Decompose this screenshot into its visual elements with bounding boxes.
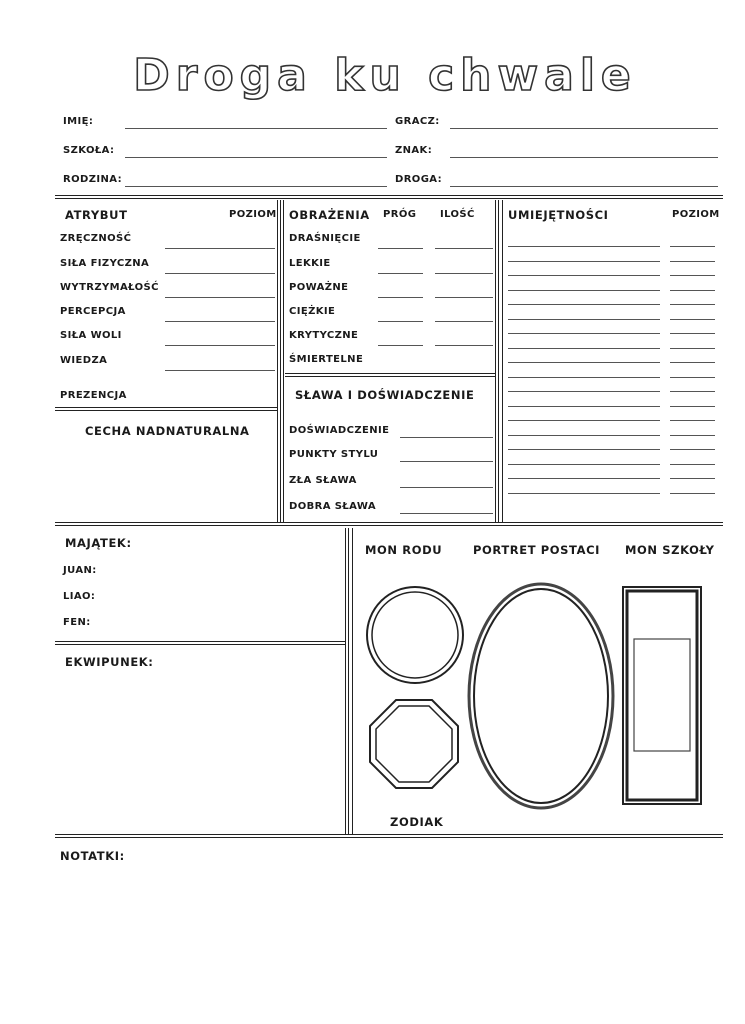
attr-label: PERCEPCJA xyxy=(60,306,126,317)
page-title-graphic xyxy=(100,50,670,100)
skill-level-field[interactable] xyxy=(670,478,715,479)
skill-name-field[interactable] xyxy=(508,290,660,291)
skill-level-field[interactable] xyxy=(670,377,715,378)
wealth-label: JUAN: xyxy=(63,565,97,576)
sign-label: ZNAK: xyxy=(395,145,433,156)
attr-field[interactable] xyxy=(165,345,275,346)
path-field[interactable] xyxy=(450,186,718,187)
skill-name-field[interactable] xyxy=(508,304,660,305)
wound-count-field[interactable] xyxy=(435,345,493,346)
family-mon-label: MON RODU xyxy=(365,543,443,557)
skill-name-field[interactable] xyxy=(508,435,660,436)
sign-field[interactable] xyxy=(450,157,718,158)
wound-threshold-field[interactable] xyxy=(378,345,423,346)
school-label: SZKOŁA: xyxy=(63,145,115,156)
attr-field[interactable] xyxy=(165,248,275,249)
page-title: Droga ku chwale xyxy=(133,50,637,100)
skills-level-header: POZIOM xyxy=(672,209,720,220)
wounds-threshold-header: PRÓG xyxy=(383,209,417,220)
divider-v-skills-inner xyxy=(502,200,503,522)
skill-level-field[interactable] xyxy=(670,391,715,392)
skill-level-field[interactable] xyxy=(670,290,715,291)
skill-level-field[interactable] xyxy=(670,348,715,349)
divider-attr-bottom xyxy=(55,407,277,411)
divider-top xyxy=(55,195,723,199)
skill-name-field[interactable] xyxy=(508,319,660,320)
fame-field[interactable] xyxy=(400,437,493,438)
wound-count-field[interactable] xyxy=(435,321,493,322)
skill-name-field[interactable] xyxy=(508,377,660,378)
player-label: GRACZ: xyxy=(395,116,440,127)
skill-name-field[interactable] xyxy=(508,478,660,479)
attr-label: SIŁA FIZYCZNA xyxy=(60,258,150,269)
divider-v-lower-inner xyxy=(352,528,353,834)
attr-label: WIEDZA xyxy=(60,355,108,366)
skill-name-field[interactable] xyxy=(508,362,660,363)
wound-label: KRYTYCZNE xyxy=(289,330,359,341)
divider-v-attr xyxy=(277,200,281,522)
fame-field[interactable] xyxy=(400,487,493,488)
portrait-frames xyxy=(360,575,710,815)
family-mon-frame[interactable] xyxy=(367,587,463,683)
fame-label: ZŁA SŁAWA xyxy=(289,475,357,486)
fame-field[interactable] xyxy=(400,461,493,462)
skill-level-field[interactable] xyxy=(670,449,715,450)
wound-count-field[interactable] xyxy=(435,273,493,274)
skill-level-field[interactable] xyxy=(670,362,715,363)
wound-threshold-field[interactable] xyxy=(378,321,423,322)
skill-level-field[interactable] xyxy=(670,261,715,262)
skill-name-field[interactable] xyxy=(508,348,660,349)
attr-field[interactable] xyxy=(165,297,275,298)
attributes-title: ATRYBUT xyxy=(65,208,128,222)
divider-wealth-bottom xyxy=(55,641,345,645)
portrait-frame[interactable] xyxy=(469,584,613,808)
wound-label: POWAŻNE xyxy=(289,282,349,293)
supernatural-title: CECHA NADNATURALNA xyxy=(85,424,250,438)
fame-label: DOŚWIADCZENIE xyxy=(289,425,390,436)
wound-count-field[interactable] xyxy=(435,248,493,249)
presence-label: PREZENCJA xyxy=(60,390,127,401)
skill-name-field[interactable] xyxy=(508,406,660,407)
wealth-label: FEN: xyxy=(63,617,91,628)
path-label: DROGA: xyxy=(395,174,443,185)
skill-level-field[interactable] xyxy=(670,435,715,436)
school-field[interactable] xyxy=(125,157,387,158)
fame-label: PUNKTY STYLU xyxy=(289,449,379,460)
divider-mid xyxy=(55,522,723,526)
attr-label: WYTRZYMAŁOŚĆ xyxy=(60,282,159,293)
skill-level-field[interactable] xyxy=(670,304,715,305)
divider-wounds-bottom xyxy=(285,373,495,377)
skill-level-field[interactable] xyxy=(670,464,715,465)
fame-title: SŁAWA I DOŚWIADCZENIE xyxy=(295,388,475,402)
attr-field[interactable] xyxy=(165,321,275,322)
wounds-title: OBRAŻENIA xyxy=(289,208,370,222)
notes-title: NOTATKI: xyxy=(60,849,125,863)
wealth-label: LIAO: xyxy=(63,591,96,602)
attr-field[interactable] xyxy=(165,273,275,274)
wealth-title: MAJĄTEK: xyxy=(65,536,132,550)
school-mon-label: MON SZKOŁY xyxy=(625,543,715,557)
skill-name-field[interactable] xyxy=(508,493,660,494)
skill-level-field[interactable] xyxy=(670,246,715,247)
wound-count-field[interactable] xyxy=(435,297,493,298)
wound-threshold-field[interactable] xyxy=(378,297,423,298)
wounds-count-header: ILOŚĆ xyxy=(440,209,475,220)
family-field[interactable] xyxy=(125,186,387,187)
skill-level-field[interactable] xyxy=(670,420,715,421)
equipment-title: EKWIPUNEK: xyxy=(65,655,154,669)
skill-name-field[interactable] xyxy=(508,333,660,334)
skill-level-field[interactable] xyxy=(670,319,715,320)
skill-name-field[interactable] xyxy=(508,261,660,262)
school-mon-frame[interactable] xyxy=(623,587,701,804)
divider-bottom xyxy=(55,834,723,838)
fame-field[interactable] xyxy=(400,513,493,514)
skill-name-field[interactable] xyxy=(508,246,660,247)
name-label: IMIĘ: xyxy=(63,116,94,127)
divider-v-wounds xyxy=(495,200,499,522)
skills-title: UMIEJĘTNOŚCI xyxy=(508,208,609,222)
wound-label: CIĘŻKIE xyxy=(289,306,336,317)
zodiac-frame[interactable] xyxy=(370,700,458,788)
zodiac-label: ZODIAK xyxy=(390,815,444,829)
wound-label: LEKKIE xyxy=(289,258,331,269)
divider-v-lower xyxy=(345,528,349,834)
skill-name-field[interactable] xyxy=(508,275,660,276)
divider-v-wounds-inner xyxy=(283,200,284,522)
skill-name-field[interactable] xyxy=(508,420,660,421)
wound-label: DRAŚNIĘCIE xyxy=(289,233,361,244)
skill-level-field[interactable] xyxy=(670,275,715,276)
skill-level-field[interactable] xyxy=(670,406,715,407)
skill-name-field[interactable] xyxy=(508,464,660,465)
attributes-level-header: POZIOM xyxy=(229,209,277,220)
wound-threshold-field[interactable] xyxy=(378,273,423,274)
name-field[interactable] xyxy=(125,128,387,129)
wound-label: ŚMIERTELNE xyxy=(289,354,364,365)
fame-label: DOBRA SŁAWA xyxy=(289,501,376,512)
skill-level-field[interactable] xyxy=(670,493,715,494)
attr-label: SIŁA WOLI xyxy=(60,330,122,341)
attr-field[interactable] xyxy=(165,370,275,371)
family-label: RODZINA: xyxy=(63,174,122,185)
skill-name-field[interactable] xyxy=(508,391,660,392)
player-field[interactable] xyxy=(450,128,718,129)
portrait-label: PORTRET POSTACI xyxy=(473,543,601,557)
skill-level-field[interactable] xyxy=(670,333,715,334)
wound-threshold-field[interactable] xyxy=(378,248,423,249)
attr-label: ZRĘCZNOŚĆ xyxy=(60,233,132,244)
skill-name-field[interactable] xyxy=(508,449,660,450)
